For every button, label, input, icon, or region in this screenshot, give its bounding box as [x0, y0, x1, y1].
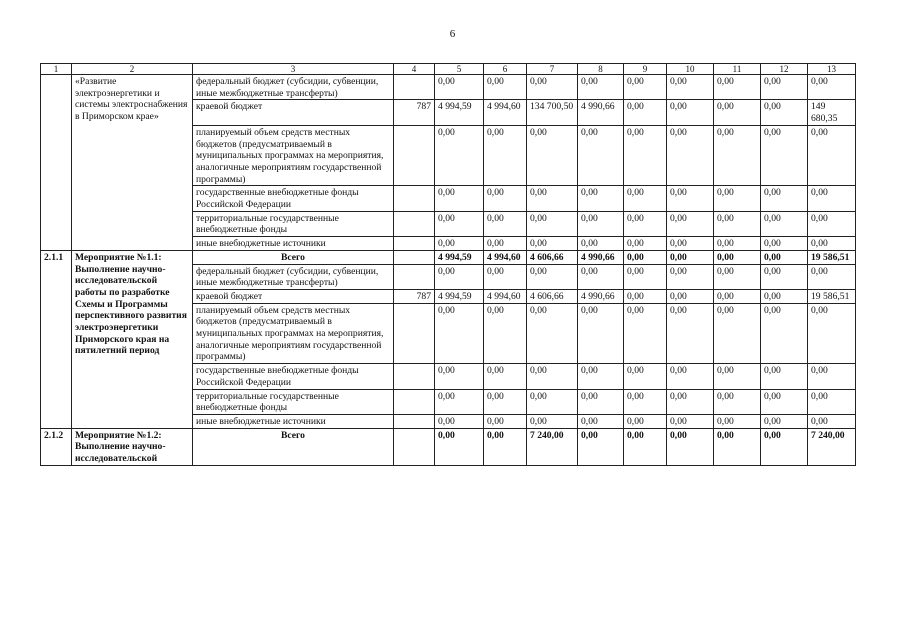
amount-cell: 0,00: [808, 389, 856, 414]
amount-cell: 0,00: [667, 364, 714, 389]
amount-cell: 4 994,59: [435, 289, 484, 303]
column-number: 2: [72, 64, 193, 75]
column-number: 5: [435, 64, 484, 75]
amount-cell: 19 586,51: [808, 289, 856, 303]
amount-cell: 0,00: [527, 186, 578, 211]
amount-cell: 0,00: [808, 125, 856, 186]
column-number: 10: [667, 64, 714, 75]
amount-cell: 0,00: [714, 264, 761, 289]
funding-source: государственные внебюджетные фонды Российской Федерации: [193, 364, 394, 389]
ministry-code: [394, 303, 435, 364]
amount-cell: 0,00: [714, 100, 761, 125]
column-number: 1: [41, 64, 72, 75]
ministry-code: [394, 414, 435, 428]
amount-cell: 0,00: [714, 303, 761, 364]
amount-cell: 0,00: [484, 125, 527, 186]
amount-cell: 0,00: [761, 414, 808, 428]
column-number: 6: [484, 64, 527, 75]
amount-cell: 4 990,66: [578, 289, 624, 303]
amount-cell: 4 990,66: [578, 100, 624, 125]
amount-cell: 0,00: [435, 186, 484, 211]
amount-cell: 0,00: [667, 389, 714, 414]
item-name: Мероприятие №1.1: Выполнение научно-исследовательской работы по разработке Схемы и Программы перспективного развития электроэнергетики Приморского края на пятилетний период: [72, 250, 193, 428]
item-number: 2.1.1: [41, 250, 72, 428]
amount-cell: 0,00: [435, 75, 484, 100]
amount-cell: 0,00: [578, 264, 624, 289]
amount-cell: 0,00: [624, 75, 667, 100]
amount-cell: 0,00: [808, 364, 856, 389]
funding-source: иные внебюджетные источники: [193, 237, 394, 251]
amount-cell: 4 994,59: [435, 100, 484, 125]
amount-cell: 0,00: [527, 303, 578, 364]
funding-source: Всего: [193, 250, 394, 264]
amount-cell: 0,00: [527, 264, 578, 289]
amount-cell: 0,00: [761, 303, 808, 364]
amount-cell: 0,00: [624, 186, 667, 211]
amount-cell: 0,00: [714, 125, 761, 186]
amount-cell: 0,00: [667, 211, 714, 236]
amount-cell: 0,00: [761, 364, 808, 389]
column-number: 3: [193, 64, 394, 75]
column-number: 9: [624, 64, 667, 75]
amount-cell: 0,00: [761, 100, 808, 125]
amount-cell: 0,00: [761, 211, 808, 236]
item-name: Мероприятие №1.2: Выполнение научно-исследовательской: [72, 428, 193, 465]
ministry-code: 787: [394, 289, 435, 303]
amount-cell: 0,00: [435, 389, 484, 414]
budget-table: [40, 63, 856, 466]
ministry-code: [394, 250, 435, 264]
amount-cell: 0,00: [714, 237, 761, 251]
column-number: 11: [714, 64, 761, 75]
amount-cell: 7 240,00: [527, 428, 578, 465]
ministry-code: [394, 264, 435, 289]
amount-cell: 0,00: [624, 289, 667, 303]
amount-cell: 0,00: [714, 211, 761, 236]
ministry-code: [394, 125, 435, 186]
amount-cell: 0,00: [667, 75, 714, 100]
item-number: 2.1.2: [41, 428, 72, 465]
amount-cell: 0,00: [624, 250, 667, 264]
amount-cell: 0,00: [761, 75, 808, 100]
funding-source: территориальные государственные внебюджетные фонды: [193, 389, 394, 414]
amount-cell: 0,00: [761, 250, 808, 264]
amount-cell: 0,00: [667, 250, 714, 264]
amount-cell: 0,00: [667, 100, 714, 125]
amount-cell: 0,00: [714, 389, 761, 414]
amount-cell: 0,00: [624, 237, 667, 251]
ministry-code: [394, 75, 435, 100]
amount-cell: 0,00: [624, 428, 667, 465]
amount-cell: 0,00: [578, 428, 624, 465]
amount-cell: 0,00: [435, 303, 484, 364]
funding-source: федеральный бюджет (субсидии, субвенции, иные межбюджетные трансферты): [193, 75, 394, 100]
amount-cell: 0,00: [667, 289, 714, 303]
amount-cell: 0,00: [484, 211, 527, 236]
amount-cell: 0,00: [484, 237, 527, 251]
ministry-code: [394, 186, 435, 211]
amount-cell: 0,00: [435, 364, 484, 389]
amount-cell: 0,00: [578, 389, 624, 414]
item-name: «Развитие электроэнергетики и системы электроснабжения в Приморском крае»: [72, 75, 193, 251]
funding-source: иные внебюджетные источники: [193, 414, 394, 428]
amount-cell: 0,00: [578, 237, 624, 251]
amount-cell: 0,00: [578, 75, 624, 100]
amount-cell: 0,00: [624, 264, 667, 289]
column-number: 12: [761, 64, 808, 75]
table-row: [41, 75, 856, 100]
amount-cell: 0,00: [761, 389, 808, 414]
amount-cell: 0,00: [484, 414, 527, 428]
amount-cell: 0,00: [484, 303, 527, 364]
funding-source: федеральный бюджет (субсидии, субвенции, иные межбюджетные трансферты): [193, 264, 394, 289]
amount-cell: 0,00: [667, 428, 714, 465]
amount-cell: 0,00: [761, 428, 808, 465]
amount-cell: 0,00: [578, 211, 624, 236]
amount-cell: 0,00: [808, 237, 856, 251]
amount-cell: 0,00: [527, 125, 578, 186]
amount-cell: 0,00: [484, 264, 527, 289]
amount-cell: 19 586,51: [808, 250, 856, 264]
amount-cell: 0,00: [761, 264, 808, 289]
amount-cell: 0,00: [527, 75, 578, 100]
funding-source: государственные внебюджетные фонды Российской Федерации: [193, 186, 394, 211]
amount-cell: 0,00: [624, 389, 667, 414]
amount-cell: 0,00: [667, 264, 714, 289]
amount-cell: 0,00: [761, 237, 808, 251]
column-number: 13: [808, 64, 856, 75]
item-number: [41, 75, 72, 251]
amount-cell: 0,00: [808, 414, 856, 428]
amount-cell: 0,00: [527, 211, 578, 236]
funding-source: краевой бюджет: [193, 100, 394, 125]
amount-cell: 0,00: [435, 264, 484, 289]
ministry-code: [394, 364, 435, 389]
amount-cell: 0,00: [484, 75, 527, 100]
funding-source: Всего: [193, 428, 394, 465]
column-number: 8: [578, 64, 624, 75]
amount-cell: 0,00: [624, 303, 667, 364]
amount-cell: 0,00: [808, 75, 856, 100]
amount-cell: 0,00: [527, 364, 578, 389]
amount-cell: 0,00: [714, 428, 761, 465]
amount-cell: 0,00: [808, 211, 856, 236]
amount-cell: 0,00: [714, 250, 761, 264]
amount-cell: 4 606,66: [527, 289, 578, 303]
amount-cell: 4 994,59: [435, 250, 484, 264]
amount-cell: 0,00: [761, 289, 808, 303]
ministry-code: [394, 211, 435, 236]
amount-cell: 149 680,35: [808, 100, 856, 125]
amount-cell: 0,00: [667, 125, 714, 186]
amount-cell: 0,00: [667, 414, 714, 428]
column-number: 4: [394, 64, 435, 75]
amount-cell: 0,00: [667, 237, 714, 251]
table-row: [41, 250, 856, 264]
amount-cell: 0,00: [714, 364, 761, 389]
amount-cell: 0,00: [667, 186, 714, 211]
ministry-code: [394, 237, 435, 251]
table-row: [41, 428, 856, 465]
ministry-code: [394, 428, 435, 465]
amount-cell: 0,00: [578, 414, 624, 428]
amount-cell: 4 994,60: [484, 289, 527, 303]
amount-cell: 0,00: [808, 264, 856, 289]
amount-cell: 134 700,50: [527, 100, 578, 125]
page-number: 6: [449, 28, 456, 40]
amount-cell: 0,00: [714, 186, 761, 211]
amount-cell: 0,00: [527, 237, 578, 251]
amount-cell: 0,00: [624, 100, 667, 125]
ministry-code: 787: [394, 100, 435, 125]
amount-cell: 0,00: [624, 211, 667, 236]
amount-cell: 0,00: [714, 75, 761, 100]
amount-cell: 0,00: [484, 389, 527, 414]
amount-cell: 0,00: [435, 428, 484, 465]
amount-cell: 0,00: [808, 303, 856, 364]
amount-cell: 0,00: [527, 389, 578, 414]
amount-cell: 0,00: [624, 364, 667, 389]
funding-source: территориальные государственные внебюджетные фонды: [193, 211, 394, 236]
amount-cell: 0,00: [484, 428, 527, 465]
amount-cell: 4 990,66: [578, 250, 624, 264]
amount-cell: 0,00: [484, 364, 527, 389]
amount-cell: 0,00: [435, 125, 484, 186]
funding-source: планируемый объем средств местных бюджетов (предусматриваемый в муниципальных программах на мероприятия, аналогичные мероприятиям государственной программы): [193, 303, 394, 364]
amount-cell: 4 994,60: [484, 100, 527, 125]
amount-cell: 4 994,60: [484, 250, 527, 264]
amount-cell: 0,00: [484, 186, 527, 211]
amount-cell: 0,00: [578, 186, 624, 211]
amount-cell: 4 606,66: [527, 250, 578, 264]
amount-cell: 0,00: [667, 303, 714, 364]
amount-cell: 0,00: [527, 414, 578, 428]
amount-cell: 0,00: [578, 364, 624, 389]
amount-cell: 0,00: [624, 125, 667, 186]
amount-cell: 7 240,00: [808, 428, 856, 465]
amount-cell: 0,00: [578, 125, 624, 186]
amount-cell: 0,00: [435, 211, 484, 236]
ministry-code: [394, 389, 435, 414]
amount-cell: 0,00: [808, 186, 856, 211]
amount-cell: 0,00: [714, 289, 761, 303]
amount-cell: 0,00: [714, 414, 761, 428]
amount-cell: 0,00: [761, 186, 808, 211]
amount-cell: 0,00: [435, 237, 484, 251]
funding-source: планируемый объем средств местных бюджетов (предусматриваемый в муниципальных программах на мероприятия, аналогичные мероприятиям государственной программы): [193, 125, 394, 186]
amount-cell: 0,00: [578, 303, 624, 364]
amount-cell: 0,00: [761, 125, 808, 186]
funding-source: краевой бюджет: [193, 289, 394, 303]
amount-cell: 0,00: [624, 414, 667, 428]
column-number: 7: [527, 64, 578, 75]
amount-cell: 0,00: [435, 414, 484, 428]
column-number-row: [41, 64, 856, 75]
